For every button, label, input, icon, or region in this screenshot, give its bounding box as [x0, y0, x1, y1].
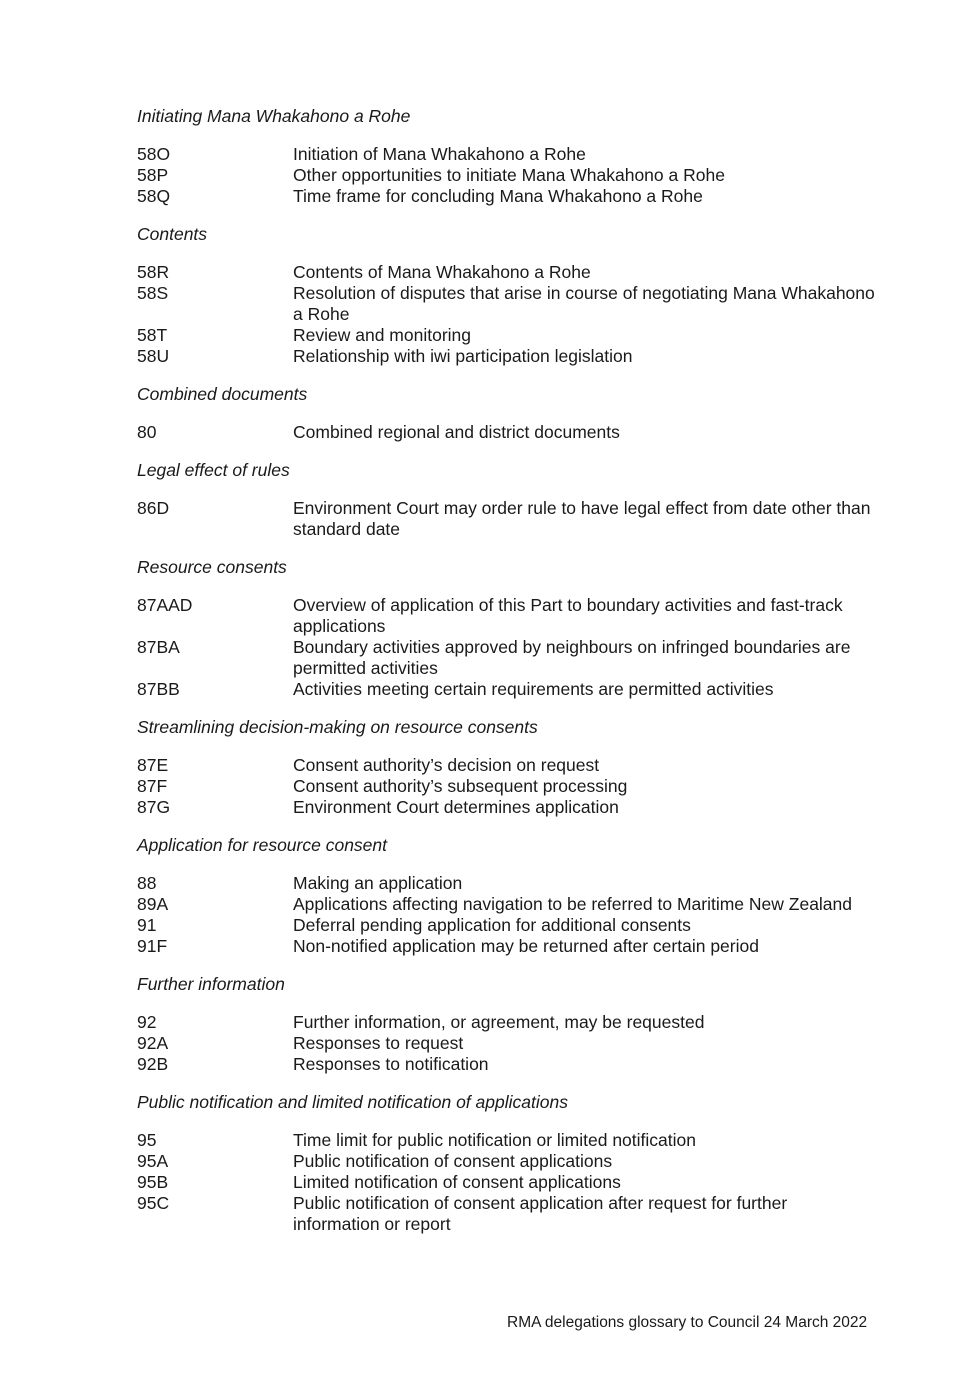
section-title: Time frame for concluding Mana Whakahono a Rohe [293, 186, 703, 206]
entry-list [137, 595, 877, 700]
page-footer: RMA delegations glossary to Council 24 March 2022 [507, 1314, 868, 1331]
section-title: Initiation of Mana Whakahono a Rohe [293, 144, 586, 164]
section-number: 86D [137, 498, 170, 518]
section-number: 58P [137, 165, 169, 185]
entry-list [137, 1130, 877, 1235]
section-number: 58Q [137, 186, 171, 206]
entry-list [137, 422, 877, 443]
section [137, 557, 877, 700]
list-item [137, 144, 877, 165]
section-title: Environment Court may order rule to have legal effect from date other than standard date [293, 498, 871, 539]
list-item [137, 325, 877, 346]
section-number: 95 [137, 1130, 157, 1150]
section [137, 974, 877, 1075]
section-heading: Resource consents [137, 557, 287, 577]
section-heading: Application for resource consent [137, 835, 387, 855]
section-title: Consent authority’s subsequent processing [293, 776, 628, 796]
section [137, 835, 877, 957]
list-item [137, 186, 877, 207]
list-item [137, 1130, 877, 1151]
section [137, 384, 877, 443]
section-number: 87F [137, 776, 168, 796]
section [137, 224, 877, 367]
section-title: Boundary activities approved by neighbours on infringed boundaries are permitted activities [293, 637, 851, 678]
section [137, 717, 877, 818]
section-title: Deferral pending application for additional consents [293, 915, 691, 935]
list-item [137, 1033, 877, 1054]
list-item [137, 755, 877, 776]
list-item [137, 1193, 877, 1235]
list-item [137, 776, 877, 797]
section-number: 95B [137, 1172, 169, 1192]
section-number: 58O [137, 144, 171, 164]
list-item [137, 165, 877, 186]
list-item [137, 797, 877, 818]
section-number: 87BA [137, 637, 180, 657]
entry-list [137, 262, 877, 367]
section-title: Combined regional and district documents [293, 422, 620, 442]
section-title: Public notification of consent application after request for further information or report [293, 1193, 788, 1234]
list-item [137, 936, 877, 957]
section-title: Applications affecting navigation to be referred to Maritime New Zealand [293, 894, 853, 914]
list-item [137, 637, 877, 679]
section-title: Environment Court determines application [293, 797, 619, 817]
section [137, 106, 877, 207]
list-item [137, 283, 877, 325]
entry-list [137, 755, 877, 818]
section-title: Limited notification of consent applications [293, 1172, 621, 1192]
section-heading: Legal effect of rules [137, 460, 290, 480]
list-item [137, 346, 877, 367]
section-title: Making an application [293, 873, 463, 893]
section-heading: Further information [137, 974, 285, 994]
section-number: 58R [137, 262, 170, 282]
list-item [137, 894, 877, 915]
section-number: 91F [137, 936, 168, 956]
section-heading: Combined documents [137, 384, 308, 404]
section-number: 91 [137, 915, 157, 935]
entry-list [137, 498, 877, 540]
section-number: 92A [137, 1033, 169, 1053]
document-body [137, 106, 877, 1252]
section-number: 58T [137, 325, 168, 345]
section-number: 87E [137, 755, 169, 775]
section-number: 87G [137, 797, 171, 817]
section-heading: Streamlining decision-making on resource consents [137, 717, 538, 737]
section-number: 89A [137, 894, 169, 914]
section-number: 92 [137, 1012, 157, 1032]
section-number: 80 [137, 422, 157, 442]
section-title: Public notification of consent applications [293, 1151, 613, 1171]
section-title: Consent authority’s decision on request [293, 755, 600, 775]
entry-list [137, 873, 877, 957]
entry-list [137, 1012, 877, 1075]
section-heading: Initiating Mana Whakahono a Rohe [137, 106, 411, 126]
list-item [137, 915, 877, 936]
section-number: 95C [137, 1193, 170, 1213]
list-item [137, 1151, 877, 1172]
section-number: 58S [137, 283, 169, 303]
section-number: 88 [137, 873, 157, 893]
section-title: Time limit for public notification or limited notification [293, 1130, 696, 1150]
section-number: 92B [137, 1054, 169, 1074]
section-number: 87AAD [137, 595, 193, 615]
section [137, 1092, 877, 1235]
section-title: Other opportunities to initiate Mana Whakahono a Rohe [293, 165, 725, 185]
section-title: Further information, or agreement, may be requested [293, 1012, 705, 1032]
entry-list [137, 144, 877, 207]
section-heading: Contents [137, 224, 208, 244]
list-item [137, 1012, 877, 1033]
list-item [137, 498, 877, 540]
section-title: Review and monitoring [293, 325, 472, 345]
section-number: 58U [137, 346, 170, 366]
list-item [137, 262, 877, 283]
section-title: Non-notified application may be returned after certain period [293, 936, 759, 956]
section-title: Responses to notification [293, 1054, 489, 1074]
section-title: Relationship with iwi participation legislation [293, 346, 633, 366]
section-number: 87BB [137, 679, 180, 699]
section-title: Activities meeting certain requirements are permitted activities [293, 679, 774, 699]
section [137, 460, 877, 540]
list-item [137, 1054, 877, 1075]
section-title: Responses to request [293, 1033, 464, 1053]
section-title: Contents of Mana Whakahono a Rohe [293, 262, 591, 282]
list-item [137, 679, 877, 700]
section-title: Overview of application of this Part to boundary activities and fast-track applications [293, 595, 843, 636]
section-heading: Public notification and limited notification of applications [137, 1092, 568, 1112]
section-title: Resolution of disputes that arise in course of negotiating Mana Whakahono a Rohe [293, 283, 875, 324]
list-item [137, 1172, 877, 1193]
list-item [137, 873, 877, 894]
section-number: 95A [137, 1151, 169, 1171]
list-item [137, 422, 877, 443]
list-item [137, 595, 877, 637]
